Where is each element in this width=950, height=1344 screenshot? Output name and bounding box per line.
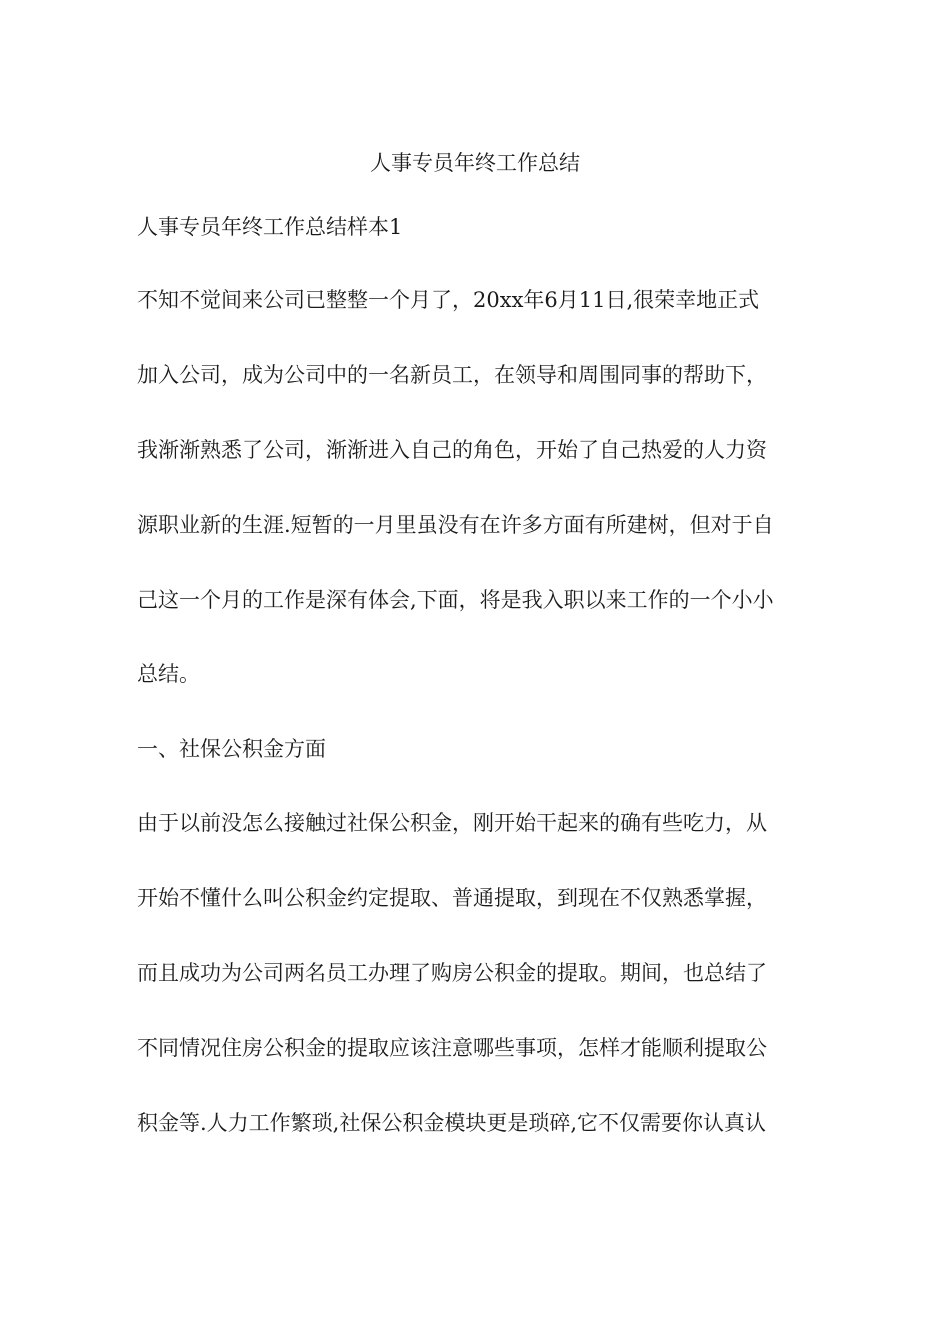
document-subtitle: 人事专员年终工作总结样本1 <box>137 215 403 239</box>
paragraph-line: 而且成功为公司两名员工办理了购房公积金的提取。期间，也总结了 <box>137 961 767 985</box>
paragraph-line: 由于以前没怎么接触过社保公积金，刚开始干起来的确有些吃力，从 <box>137 811 767 835</box>
section-heading: 一、社保公积金方面 <box>137 737 326 761</box>
paragraph-line: 源职业新的生涯.短暂的一月里虽没有在许多方面有所建树，但对于自 <box>137 513 774 537</box>
paragraph-line: 不知不觉间来公司已整整一个月了，20xx年6月11日,很荣幸地正式 <box>137 288 760 312</box>
paragraph-line: 不同情况住房公积金的提取应该注意哪些事项，怎样才能顺利提取公 <box>137 1036 767 1060</box>
document-title: 人事专员年终工作总结 <box>370 151 580 175</box>
paragraph-line: 我渐渐熟悉了公司，渐渐进入自己的角色，开始了自己热爱的人力资 <box>137 438 767 462</box>
paragraph-line: 加入公司，成为公司中的一名新员工，在领导和周围同事的帮助下， <box>137 363 767 387</box>
paragraph-line: 开始不懂什么叫公积金约定提取、普通提取，到现在不仅熟悉掌握， <box>137 886 767 910</box>
paragraph-line: 己这一个月的工作是深有体会,下面，将是我入职以来工作的一个小小 <box>137 588 774 612</box>
paragraph-line: 积金等.人力工作繁琐,社保公积金模块更是琐碎,它不仅需要你认真认 <box>137 1111 767 1135</box>
paragraph-line: 总结。 <box>137 662 200 686</box>
